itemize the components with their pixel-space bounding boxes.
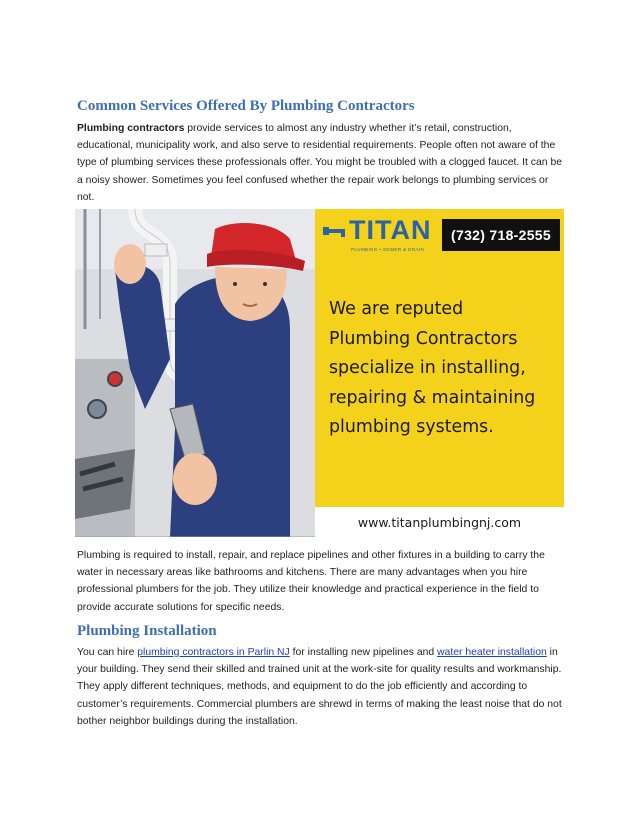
installation-paragraph xyxy=(77,644,563,730)
intro-bold-term: Plumbing contractors xyxy=(77,123,185,134)
titan-logo: TITAN xyxy=(349,215,432,245)
website-bar xyxy=(315,507,564,537)
phone-number-badge xyxy=(442,219,560,251)
parlin-contractors-link[interactable]: plumbing contractors in Parlin NJ xyxy=(137,647,290,658)
installation-text-2: for installing new pipelines and xyxy=(289,647,438,658)
ad-line: Plumbing Contractors xyxy=(329,328,518,349)
plumber-photo xyxy=(75,209,315,537)
intro-paragraph xyxy=(77,120,563,206)
section-heading-common-services: Common Services Offered By Plumbing Contractors xyxy=(77,98,415,114)
advertisement-banner xyxy=(75,209,564,537)
intro-text: provide services to almost any industry whether it’s retail, construction, educational, municipality work, and also serve to residential requirements. People often not aware of the type of plumbing services these professionals offer. You might be troubled with a clogged faucet. It can be a noisy shower. Sometimes you feel confused whether the repair work belongs to plumbing services or not. xyxy=(77,123,563,203)
ad-line: plumbing systems. xyxy=(329,417,494,437)
ad-line: specialize in installing, xyxy=(329,358,526,378)
ad-headline xyxy=(329,295,561,443)
plumbing-paragraph: Plumbing is required to install, repair, and replace pipelines and other fixtures in a building to carry the water in necessary areas like bathrooms and kitchens. There are many advantages when you hire professional plumbers for the job. They utilize their knowledge and practical experience in the field to provide accurate solutions for specific needs. xyxy=(77,550,545,613)
installation-text-1: You can hire xyxy=(77,647,138,658)
ad-panel xyxy=(315,209,564,537)
phone-number: (732) 718-2555 xyxy=(451,227,551,243)
installation-text-3: in your building. They send their skilled and trained unit at the work-site for quality results and workmanship. They apply different techniques, methods, and equipment to do the job efficiently and according to customer’s requirements. Commercial plumbers are shrewd in terms of making the least noise that do not bother neighbor buildings during the installation. xyxy=(77,647,562,727)
ad-line: repairing & maintaining xyxy=(329,387,536,408)
water-heater-link[interactable]: water heater installation xyxy=(437,647,547,658)
section-heading-plumbing-installation: Plumbing Installation xyxy=(77,623,217,639)
logo-tagline: PLUMBING • SEWER & DRAIN xyxy=(351,247,425,252)
website-url: www.titanplumbingnj.com xyxy=(357,514,522,530)
logo-area xyxy=(315,209,564,261)
plumber-illustration xyxy=(75,209,315,537)
ad-line: We are reputed xyxy=(329,299,464,319)
